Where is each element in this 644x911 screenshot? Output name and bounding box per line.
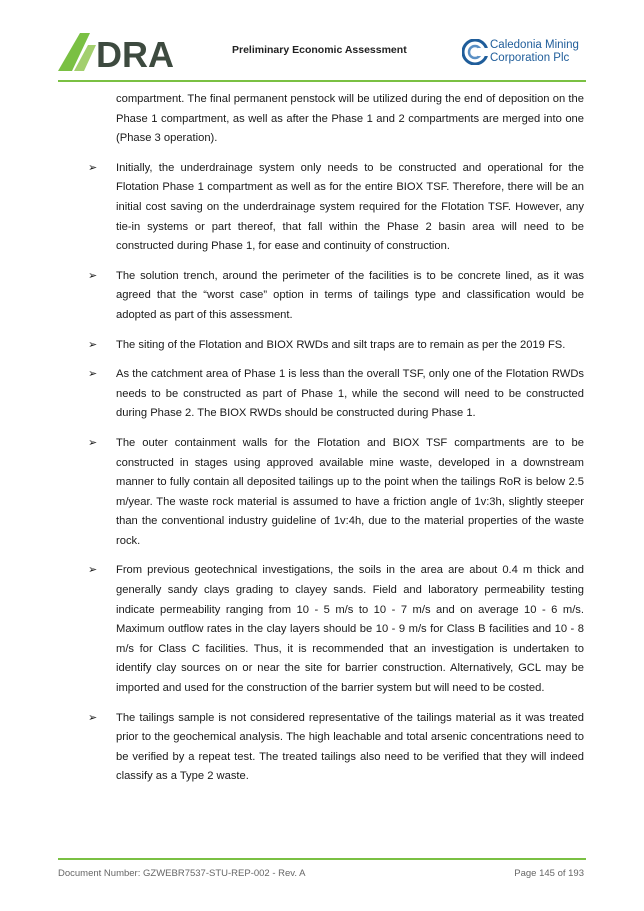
arrow-bullet-icon: ➢ [88,711,98,724]
page-header [0,0,644,80]
bullet-text: As the catchment area of Phase 1 is less than the overall TSF, only one of the Flotation RWDs needs to be constructed as part of Phase 1, while the second will need to be constructed during Phase 2. The BIOX RWDs should be constructed during Phase 1. [116,368,584,420]
body-content [86,90,584,797]
bullet-text: The solution trench, around the perimeter of the facilities is to be concrete lined, as it was agreed that the “worst case” option in terms of tailings type and classification would be adopted as part of this assessment. [116,269,584,321]
dra-logo-text: DRA [96,34,174,73]
bullet-item [88,365,584,424]
header-divider [58,80,586,82]
bullet-text: The outer containment walls for the Flotation and BIOX TSF compartments are to be constructed in stages using approved available mine waste, developed in a downstream manner to fully contain all deposited tailings up to the point when the tailings RoR is below 2.5 m/year. The waste rock material is assumed to have a friction angle of 1v:3h, slightly steeper than the conventional industry guideline of 1v:4h, due to the material properties of the waste rock. [116,436,584,547]
bullet-text: Initially, the underdrainage system only needs to be constructed and operational for the Flotation Phase 1 compartment as well as for the entire BIOX TSF. Therefore, there will be an initial cost saving on the underdrainage system required for the Flotation TSF. However, any tie-in systems or part thereof, that fall within the Phase 2 basin area will need to be constructed during Phase 1, for ease and continuity of construction. [116,161,584,253]
bullet-item [88,159,584,257]
company-name-line1: Caledonia Mining [490,39,579,51]
company-name-line2: Corporation Plc [490,52,570,64]
bullet-item [88,267,584,326]
bullet-item [88,434,584,552]
arrow-bullet-icon: ➢ [88,368,98,381]
arrow-bullet-icon: ➢ [88,269,98,282]
bullet-text: From previous geotechnical investigations, the soils in the area are about 0.4 m thick and generally sandy clays grading to clayey sands. Field and laboratory permeability testing indicate permeability ranging from 10 - 5 m/s to 10 - 7 m/s and on average 10 - 6 m/s. Maximum outflow rates in the clay layers should be 10 - 9 m/s for Class B facilities and 10 - 8 m/s for Class C facilities. Thus, it is recommended that an investigation is undertaken to identify clay sources on or near the site for barrier construction. Alternatively, GCL may be imported and used for the construction of the barrier system but will need to be costed. [116,564,584,695]
bullet-text: The siting of the Flotation and BIOX RWDs and silt traps are to remain as per the 2019 FS. [116,338,566,351]
bullet-text: The tailings sample is not considered representative of the tailings material as it was treated prior to the geochemical analysis. The high leachable and total arsenic concentrations need to be verified by a repeat test. The treated tailings also need to be verified that they will indeed classify as a Type 2 waste. [116,711,584,783]
footer-divider [58,858,586,860]
arrow-bullet-icon: ➢ [88,564,98,577]
arrow-bullet-icon: ➢ [88,436,98,449]
arrow-bullet-icon: ➢ [88,161,98,174]
continuation-paragraph: compartment. The final permanent penstock will be utilized during the end of deposition on the Phase 1 compartment, as well as after the Phase 1 and 2 compartments are merged into one (Phase 3 operation). [116,93,584,145]
page-number: Page 145 of 193 [514,868,584,879]
bullet-item [88,561,584,698]
document-number: Document Number: GZWEBR7537-STU-REP-002 - Rev. A [58,868,306,879]
arrow-bullet-icon: ➢ [88,338,98,351]
caledonia-emblem-icon [462,39,488,65]
header-title: Preliminary Economic Assessment [232,44,407,56]
caledonia-logo [462,38,602,78]
dra-logo [58,31,198,73]
bullet-item [88,336,584,356]
bullet-item [88,709,584,787]
